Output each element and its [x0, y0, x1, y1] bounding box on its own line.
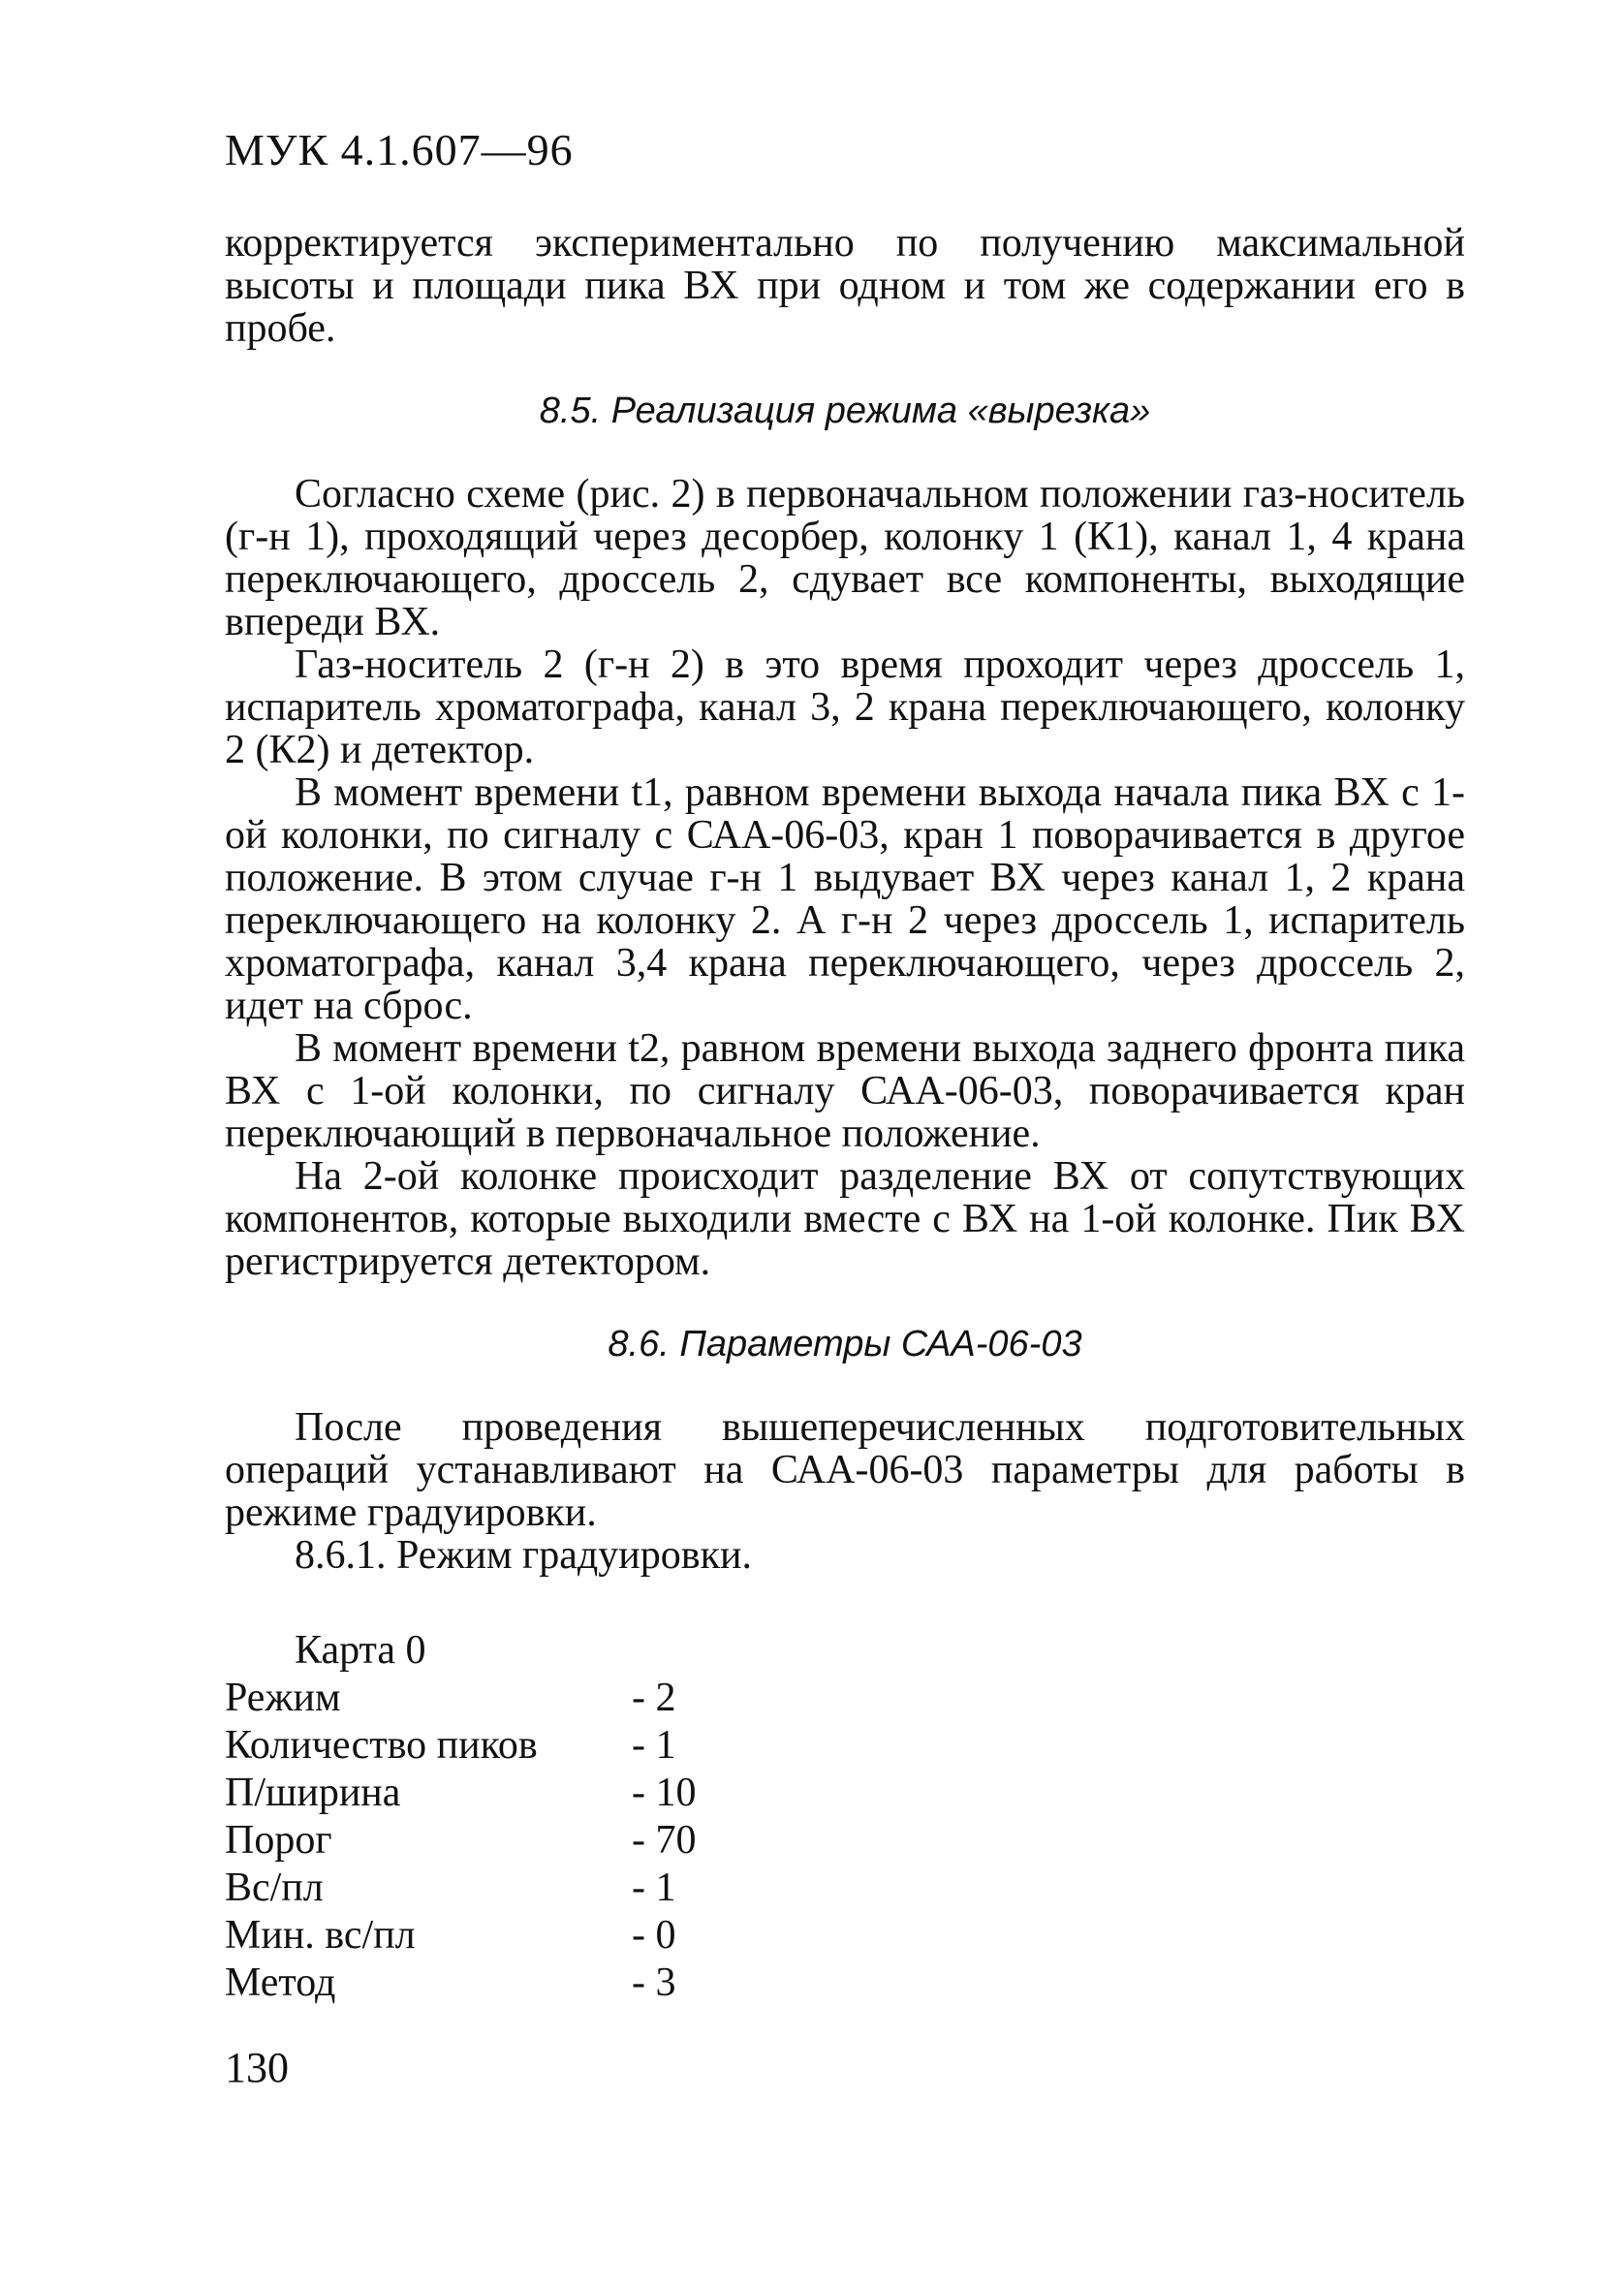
card-row-value: - 0	[632, 1913, 676, 1958]
document-page	[225, 124, 1465, 2007]
card-row-label: Порог	[225, 1818, 332, 1863]
page-number: 130	[225, 2044, 289, 2091]
card-row-value: - 1	[632, 1723, 676, 1768]
card-row-label: Мин. вс/пл	[225, 1913, 416, 1958]
card-row-value: - 1	[632, 1866, 676, 1910]
card-row	[225, 1770, 1465, 1817]
card-row	[225, 1817, 1465, 1865]
card-row-label: Количество пиков	[225, 1723, 538, 1768]
card-row-label: Метод	[225, 1960, 336, 2005]
card-row	[225, 1675, 1465, 1722]
section-8-6-title: 8.6. Параметры САА-06-03	[608, 1324, 1082, 1364]
section-8-5-paragraph-3: В момент времени t1, равном времени выхода начала пика ВХ с 1-ой колонки, по сигналу с САА-06-03, кран 1 поворачивается в другое положение. В этом случае г-н 1 выдувает ВХ через канал 1, 2 крана переключающего на колонку 2. А г-н 2 через дроссель 1, испаритель хроматографа, канал 3,4 крана переключающего, через дроссель 2, идет на сброс.	[225, 770, 1465, 1028]
card-row-value: - 2	[632, 1676, 676, 1720]
section-8-5-title: 8.5. Реализация режима «вырезка»	[539, 391, 1151, 431]
card-title: Карта 0	[295, 1628, 426, 1673]
section-8-5-paragraph-4: В момент времени t2, равном времени выхода заднего фронта пика ВХ с 1-ой колонки, по сигналу САА-06-03, поворачивается кран переключающий в первоначальное положение.	[225, 1026, 1465, 1156]
card-row	[225, 1912, 1465, 1960]
card-row-value: - 10	[632, 1771, 697, 1815]
section-8-6-paragraph: После проведения вышеперечисленных подготовительных операций устанавливают на САА-06-03 параметры для работы в режиме градуировки.	[225, 1405, 1465, 1535]
card-row	[225, 1722, 1465, 1770]
card-row	[225, 1865, 1465, 1912]
parameter-card	[225, 1627, 1465, 2007]
card-row-value: - 70	[632, 1818, 697, 1863]
calibration-mode-line: 8.6.1. Режим градуировки.	[295, 1533, 752, 1578]
card-row-value: - 3	[632, 1960, 676, 2005]
document-header: МУК 4.1.607—96	[225, 125, 574, 174]
section-8-5-paragraph-2: Газ-носитель 2 (г-н 2) в это время проходит через дроссель 1, испаритель хроматографа, канал 3, 2 крана переключающего, колонку 2 (К2) и детектор.	[225, 643, 1465, 772]
section-8-5-paragraph-1: Согласно схеме (рис. 2) в первоначальном положении газ-носитель (г-н 1), проходящий через десорбер, колонку 1 (К1), канал 1, 4 крана переключающего, дроссель 2, сдувает все компоненты, выходящие впереди ВХ.	[225, 472, 1465, 644]
card-row-label: Режим	[225, 1676, 341, 1720]
card-row	[225, 1960, 1465, 2007]
card-row-label: Вс/пл	[225, 1866, 324, 1910]
card-row-label: П/ширина	[225, 1771, 401, 1815]
section-8-5-paragraph-5: На 2-ой колонке происходит разделение ВХ от сопутствующих компонентов, которые выходили вместе с ВХ на 1-ой колонке. Пик ВХ регистрируется детектором.	[225, 1154, 1465, 1284]
intro-paragraph: корректируется экспериментально по получению максимальной высоты и площади пика ВХ при одном и том же содержании его в пробе.	[225, 221, 1465, 351]
